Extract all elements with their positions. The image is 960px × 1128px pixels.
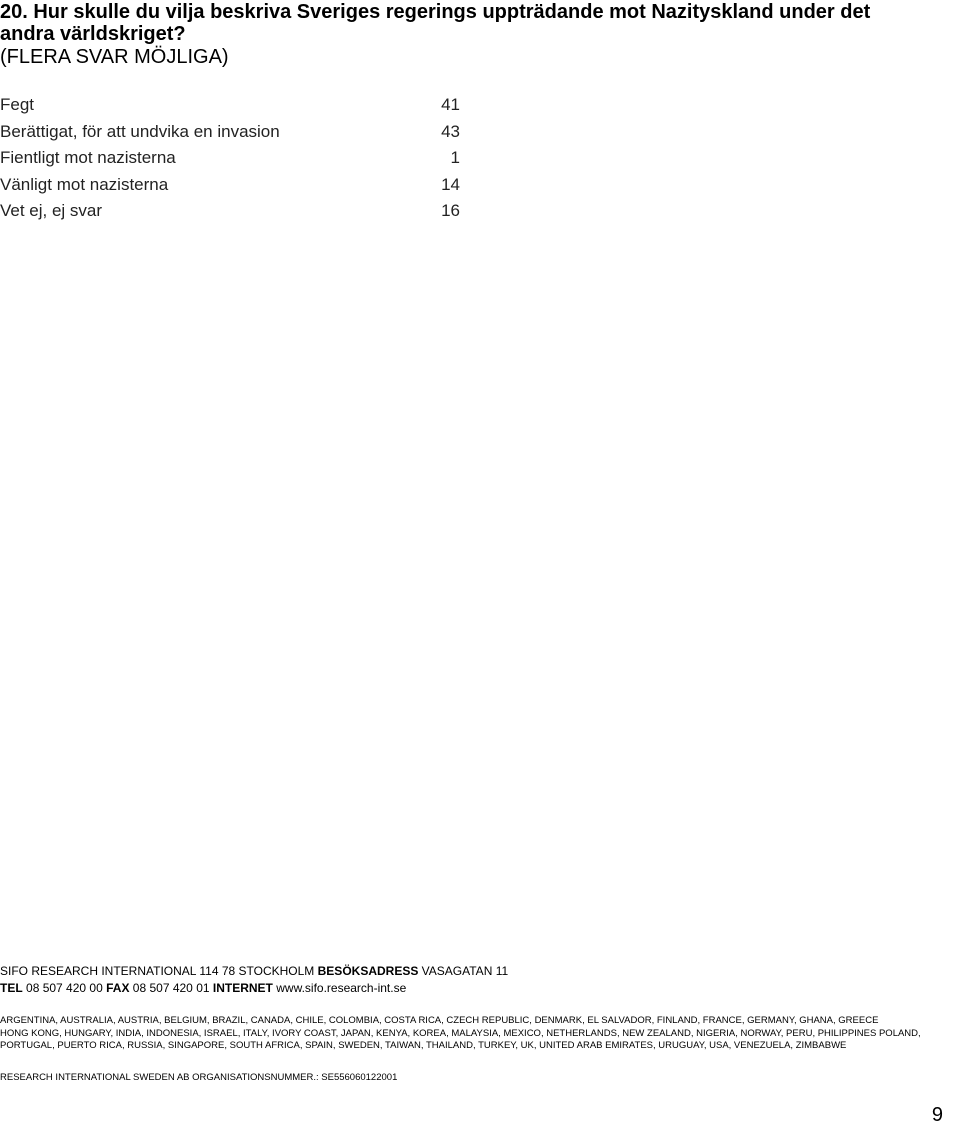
answer-label: Fegt: [0, 95, 35, 114]
question-instruction: (FLERA SVAR MÖJLIGA): [0, 46, 229, 68]
answer-row: [0, 95, 470, 122]
footer-address-line: [0, 963, 508, 980]
footer-contact: [0, 963, 508, 997]
visit-address-label: BESÖKSADRESS: [317, 964, 419, 978]
countries-list: [0, 1015, 960, 1053]
answer-value: 1: [450, 148, 460, 167]
question-title: 20. Hur skulle du vilja beskriva Sveriges regerings uppträdande mot Nazityskland under det andra världskriget?: [0, 1, 871, 45]
footer-phone-line: [0, 980, 508, 997]
answer-row: [0, 122, 470, 149]
answer-label: Vet ej, ej svar: [0, 201, 103, 220]
visit-address: VASAGATAN 11: [421, 964, 509, 978]
answer-label: Berättigat, för att undvika en invasion: [0, 121, 280, 141]
website-link[interactable]: www.sifo.research-int.se: [276, 981, 407, 995]
answer-value: 43: [441, 121, 460, 141]
tel-label: TEL: [0, 981, 23, 995]
countries-line: HONG KONG, HUNGARY, INDIA, INDONESIA, ISRAEL, ITALY, IVORY COAST, JAPAN, KENYA, KOREA, MALAYSIA, MEXICO, NETHERLANDS, NEW ZEALAND, NIGERIA, NORWAY, PERU, PHILIPPINES POLAND,: [0, 1027, 921, 1039]
page-number: 9: [931, 1104, 943, 1126]
answer-value: 41: [441, 95, 460, 114]
organization-number: RESEARCH INTERNATIONAL SWEDEN AB ORGANISATIONSNUMMER.: SE556060122001: [0, 1072, 398, 1083]
internet-label: INTERNET: [212, 981, 273, 995]
answer-value: 16: [441, 201, 460, 220]
answer-label: Fientligt mot nazisterna: [0, 148, 176, 167]
answer-label: Vänligt mot nazisterna: [0, 174, 169, 194]
answer-row: [0, 201, 470, 228]
tel-number: 08 507 420 00: [26, 981, 103, 995]
countries-line: ARGENTINA, AUSTRALIA, AUSTRIA, BELGIUM, BRAZIL, CANADA, CHILE, COLOMBIA, COSTA RICA, CZECH REPUBLIC, DENMARK, EL SALVADOR, FINLAND, FRANCE, GERMANY, GHANA, GREECE: [0, 1015, 879, 1026]
answer-row: [0, 148, 470, 175]
fax-number: 08 507 420 01: [132, 981, 210, 995]
fax-label: FAX: [106, 981, 130, 995]
answer-value: 14: [441, 174, 460, 194]
answer-list: [0, 95, 470, 228]
company-address: SIFO RESEARCH INTERNATIONAL 114 78 STOCKHOLM: [0, 964, 315, 978]
countries-line: PORTUGAL, PUERTO RICA, RUSSIA, SINGAPORE, SOUTH AFRICA, SPAIN, SWEDEN, TAIWAN, THAILAND, TURKEY, UK, UNITED ARAB EMIRATES, URUGUAY, USA, VENEZUELA, ZIMBABWE: [0, 1040, 847, 1051]
answer-row: [0, 175, 470, 202]
